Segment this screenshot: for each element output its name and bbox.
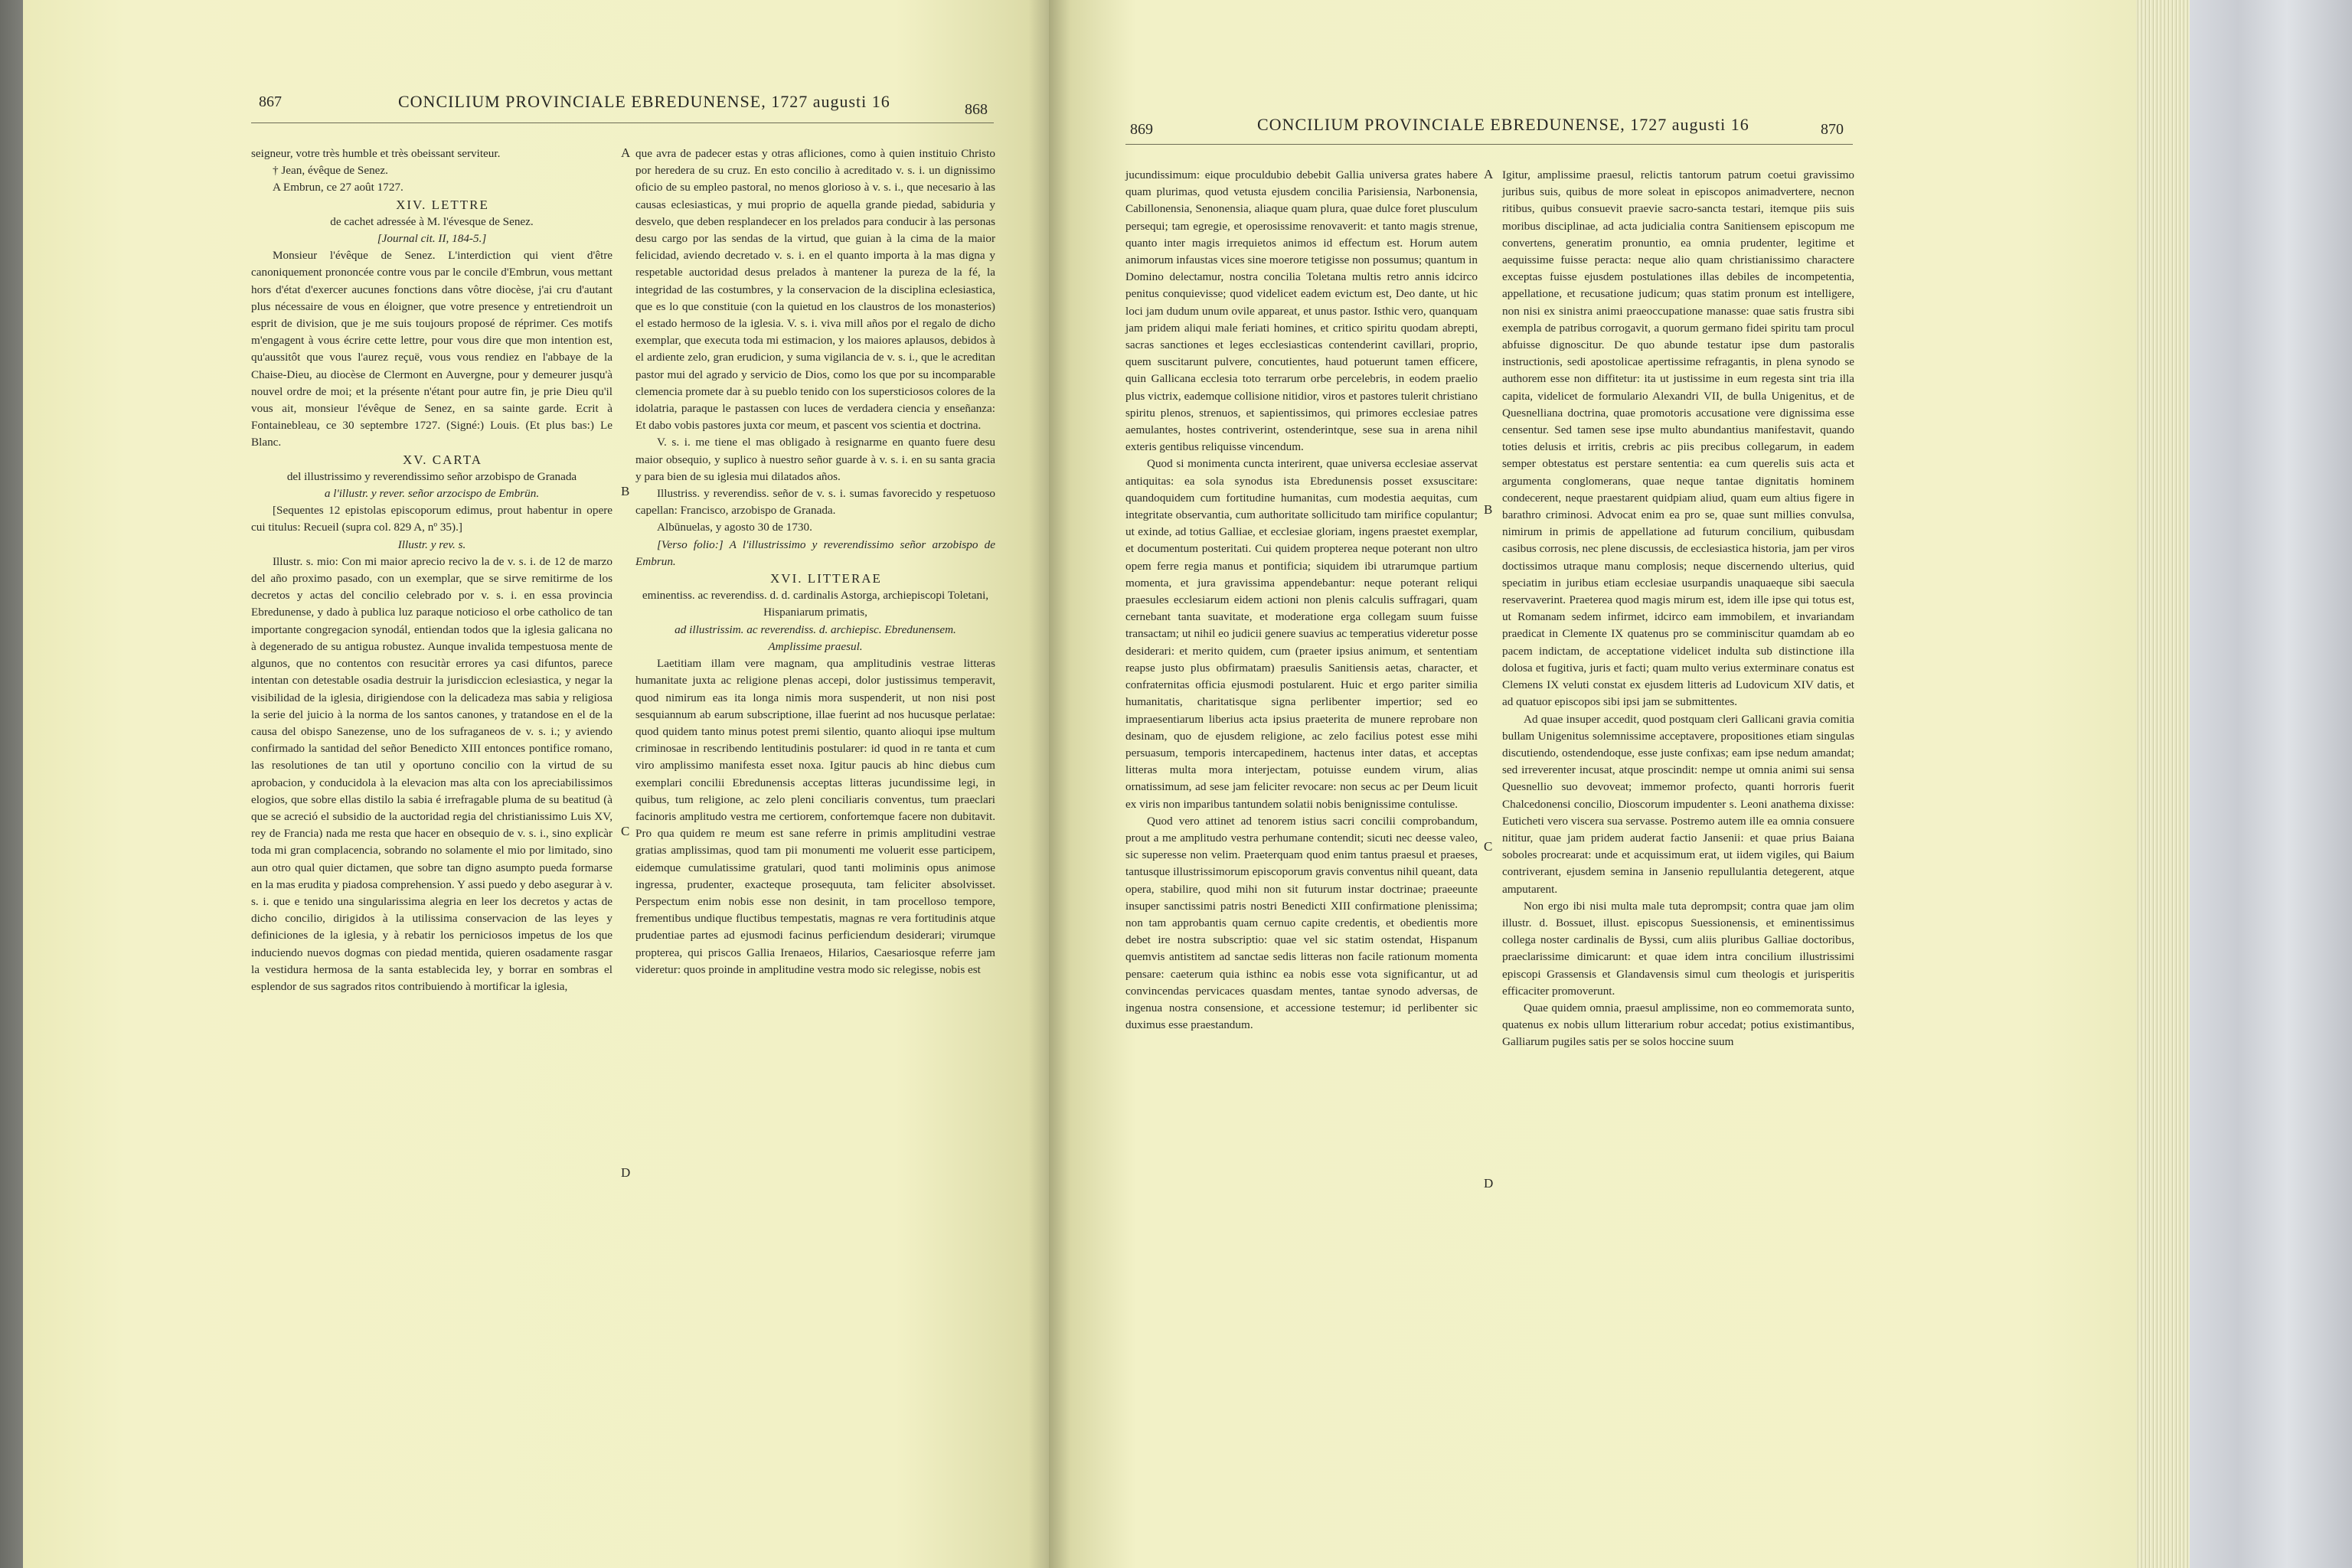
paragraph: a l'illustr. y rever. señor arzocispo de Embrün. (324, 487, 540, 501)
paragraph: que avra de padecer estas y otras afliciones, como à quien instituio Christo por heredera de su cruz. En esto concilio à acreditado v. s. i. un dignissimo oficio de su empleo pastoral, no menos glorioso à v. s. i., que necesario à las causas eclesiasticas, y mui proprio de aquella grande piedad, sabiduria y desvelo, que deben resplandecer en los prelados para conducir à las personas desu cargo por las sendas de la virtud, que guian à la cima de la maior felicidad, aviendo decretado v. s. i. en el quanto importa à la mas digna y respetable auctoridad desus prelados à mantener la pureza de la fé, la integridad de las costumbres, y la conservacion de la disciplina eclesiastica, que es lo que constituie (con la quietud en los claustros de los monasterios) el estado hermoso de la iglesia. V. s. i. viva mill años por el regalo de dicho exemplar, que executa toda mi estimacion, y los maiores aplausos, debidos à el ardiente zelo, gran erudicion, y suma vigilancia de v. s. i., que le acreditan pastor mui del agrado y servicio de Dios, como los que por su incomparable clemencia promete dar à su pueblo tenido con los supersticiosos colores de la idolatria, paraque le pastassen con luces de verdadera ciencia y enseñanza: Et dabo vobis pastores juxta cor meum, et pascent vos scientia et doctrina. (635, 147, 995, 433)
paragraph: V. s. i. me tiene el mas obligado à resignarme en quanto fuere desu maior obsequio, y suplico à nuestro señor guarde à v. s. i. en su santa gracia y para bien de su iglesia mui dilatados años. (635, 436, 995, 483)
margin-letter-c: C (621, 824, 630, 838)
paragraph: ad illustrissim. ac reverendiss. d. archiepisc. Ebredunensem. (675, 622, 956, 636)
running-head-right: CONCILIUM PROVINCIALE EBREDUNENSE, 1727 augusti 16 (1257, 115, 1749, 134)
paragraph: Non ergo ibi nisi multa male tuta deprompsit; contra quae jam olim illustr. d. Bossuet, illust. episcopus Suessionensis, et eminentissimus collega noster cardinalis de Byssi, cum aliis pluribus Galliae doctoribus, praeclarissime dimicarunt: et quae idem intra concilium illustrissimi episcopi Grassensis et Glandavensis simul cum theologis et jurisperitis efficaciter promoverunt. (1502, 899, 1854, 998)
margin-letter-c: C (1484, 839, 1493, 854)
paragraph: Illustr. s. mio: Con mi maior aprecio recivo la de v. s. i. de 12 de marzo del año proximo pasado, con un exemplar, que se sirve remitirme de los decretos y actas del concilio celebrado por v. s. i. en essa provincia Ebredunense, y dado à publica luz paraque noticioso el orbe catholico de tan importante congregacion synodál, entiendan todos que la iglesia galicana no à degenerado de su antigua robustez. Aunque invalida tempestuosa mente de algunos, que no contentos con resucitàr errores ya casi difuntos, parece intentan con detestable osadia destruir la jurisdiccion eclesiastica, y negar la visibilidad de la iglesia, dirigiendose con la delicadeza mas sabia y religiosa la serie del juicio à la norma de los santos canones, y tratandose en el de la causa del obispo Sanezense, uno de los sufraganeos de v. s. i.; y aviendo confirmado la santidad del señor Benedicto XIII entonces pontifice romano, las resolutiones de tan util y oportuno concilio con la virtud de su aprobacion, y conducidola à la elevacion mas alta con los apreciabilissimos elogios, que sobre ellas distilo la sabia é irrefragable pluma de su beatitud (à que se acreció el subsidio de la auctoridad regia del christianissimo Luis XV, rey de Francia) nada me resta que hacer en obsequio de v. s. i., sino explicàr toda mi gran complacencia, sobrando no solamente el mio por limitado, sino aun otro qual quier dictamen, que sobre tan digno asumpto pueda formarse en la mas erudita y piadosa comprehension. Y assi puedo y debo asegurar à v. s. i. que e tenido una singularissima alegria en leer los decretos y actas de dicho concilio, dirigidos à la utilissima conservacion de las leyes y definiciones de la iglesia, y à rebatir los perniciosos impetus de los que induciendo nuevos dogmas con piedad mentida, quieren osadamente rasgar la vestidura hermosa de la santa establecida ley, y borrar en sombras el esplendor de sus sagrados ritos contribuiendo à mortificar la iglesia, (251, 554, 612, 993)
left-page (23, 0, 1049, 1568)
paragraph: Quod vero attinet ad tenorem istius sacri concilii comprobandum, prout a me amplitudo vestra perhumane contendit; sicuti nec deesse valeo, sic superesse non velim. Praeterquam quod enim tantus praesul et praeses, tantusque illustrissimorum episcoporum gravis conventus nihil queant, data opera, stabilire, quod mihi non sit futurum instar doctrinae; praeeunte insuper sanctissimi patris nostri Benedicti XIII confirmatione plenissima; non tam approbantis quam cernuo capite credentis, et obedientis more debet ire nostra subscriptio: quae vel sic statim ostendat, Hispanum quemvis antistitem ad sanctae sedis litteras non facile rationum momenta pensare: caeterum quia isthinc ea nobis esse vota significantur, ut ad convincendas pervicaces quasdam mentes, tantae synodo adversas, de ingenua nostra consensione, et accessione testemur; id perlibenter sic duximus esse praestandum. (1125, 814, 1478, 1032)
section-heading: XIV. LETTRE (396, 197, 489, 212)
paragraph: Ad quae insuper accedit, quod postquam cleri Gallicani gravia comitia bullam Unigenitus solemnissime acceptavere, propositiones etiam singulas discutiendo, ostendendoque, esse juste confixas; eam ipse nedum amandat; sed irreverenter incusat, atque proscindit: nempe ut omnia animi sui sensa Quesnellio suo devoveat; immemor profecto, quanti horroris fuerit Chalcedonensi concilio, Dioscorum impudenter s. Leoni anathema dixisse: Euticheti vero viscera sua servasse. Postremo autem ille ea omnia consuere nititur, quae jam pridem auderat factio Jansenii: et quae prius Baiana soboles procrearat: unde et acquissimum erat, ut iidem vigiles, qui Baium contriverant, ejusdem semina in Jansenio repullulantia detegerent, atque amputarent. (1502, 712, 1854, 896)
margin-letter-a: A (1484, 167, 1494, 181)
left-page-column-2 (635, 145, 995, 978)
section-heading: XV. CARTA (402, 452, 483, 467)
paragraph: Quod si monimenta cuncta interirent, quae universa ecclesiae asservat antiquitas: ea sola synodus ista Ebredunensis posset exsuscitare: quandoquidem cum fortitudine humanitas, cum modestia aequitas, cum integritate observantia, cum authoritate sollicitudo tam mirifice copulantur; ut exinde, ad totius Galliae, et ecclesiae gloriam, ingens praestet exemplar, et documentum posteritati. Cui quidem propterea neque poterant non ultro opem ferre regia manus et pontificia; siquidem ibi utrarumque partium momenta, et jura gravissima appendebantur: neque poterant reliqui praesules ecclesiarum eidem actioni non plenis calculis suffragari, quam cernebant tanta suavitate, et moderatione erga collegam suum fuisse transactam; ut nihil eo judicii genere suavius ac temperatius videretur posse desiderari: et merito quidem, cum (praeter ipsius animum, et sententiam reapse justo plus obfirmatam) praesulis Sanitiensis aetas, character, et confraternitas officia ejusmodi postularent. Huic et ergo pariter similia humanitatis, charitatisque signa perlibenter impertior; sed eo impraesentiarum liberius acta ipsius praeterita de munere reprobare non desinam, quo de ejusdem religione, ac zelo facilius potest esse mihi persuasum, temporis intercapedinem, hactenus inter datas, et acceptas litteras multa mora interjectam, potuisse eundem virum, alias ornatissimum, ad sese jam feliciter revocare: non secus ac per Deum licuit ex viris non imparibus tantundem solatii nobis benignissime contulisse. (1125, 457, 1478, 811)
scanner-bed (2190, 0, 2352, 1568)
paragraph: Igitur, amplissime praesul, relictis tantorum patrum coetui gravissimo juribus suis, quibus de more soleat in episcopos animadvertere, necnon ritibus, quibus consuevit praevie sacro-sancta testari, itemque piis suis moribus disciplinae, ad acta judicialia contra Sanitiensem episcopum me convertens, generatim pronuntio, ea omnia prudenter, legitime et aequissime fuisse peracta: neque alio quam christianissimo charactere exceptas fuisse ejusdem postulationes illas debiles de incompetentia, appellatione, et recusatione judicum; quas statim pronum est intelligere, non nisi ex sinistra animi praeoccupatione manasse: quae satis frustra sibi exempla de patribus corrogavit, a quorum germano fidei spiritu tam procul abfuisse dignoscitur. De quo abunde testatur ipse dum pastoralis instructionis, sedi apostolicae apertissime refragantis, in plena synodo se authorem esse non diffitetur: ita ut justissime in eum regesta sint tria illa capita, videlicet de formulario Alexandri VII, de bulla Unigenitus, et de Quesnelliana doctrina, quae promotoris accusatione vere dignissima esse censentur. Sed tamen sese ipse multo abundantius manifestavit, quando toties delusis et irritis, crebris ac piis precibus collegarum, in eadem semper obtestatus est perstare sententia: ea cum querelis suis acta et argumenta conglomerans, quae neque tantae dignitatis hominem condecerent, neque praestarent quidpiam aliud, quam eum altius figere in barathro criminosi. Advocat enim ea pro se, quae sunt millies convulsa, nimirum in primis de appellatione ad futurum concilium, quibusdam casibus corrosis, nec plene discussis, de ecclesiastica historia, jam per viros doctissimos utraque manu complosis; neque discernendo ulterius, quid speciatim in juribus etiam ecclesiae usurpandis unaquaeque sibi saecula reservaverint. Praeterea quod magis mirum est, idem ille ipse qui totus est, ut Romanam sedem infirmet, idcirco eam immobilem, et invariandam praedicat in Clemente IX quatenus pro se comminiscitur quamdam ab eo pacem indictam, de acceptatione videlicet indulta sub distinctione illa dolosa et fugitiva, juris et facti; quam multo verius exterminare conatus est Clemens IX veluti constat ex ejusdem litteris ad Ludovicum XIV datis, et ad quatuor episcopos sibi ipsi jam se submittentes. (1502, 168, 1854, 709)
page-number-869: 869 (1130, 121, 1153, 138)
page-number-868: 868 (965, 101, 988, 118)
header-rule (1125, 144, 1853, 145)
paragraph: Laetitiam illam vere magnam, qua amplitudinis vestrae litteras humanitate juxta ac religione plenas accepi, dolor justissimus temperavit, quod nimirum eas ita longa nimis mora suspenderit, ut non nisi post sesquiannum ab earum subscriptione, illae fuerint ad nos hucusque perlatae: quod quidem tanto minus potest premi silentio, quanto alioqui ipse multum criminosae in rescribendo lentitudinis postularer: id quod in re tanta et cum viro amplissimo manifesta esset noxa. Igitur paucis ab hinc diebus cum exemplari concilii Ebredunensis acceptas litteras jucundissime legi, in quibus, tum religione, ac zelo pleni conciliaris conventus, tum praeclari facinoris amplitudo vestra me certiorem, confortemque facere non dubitavit. Pro qua quidem re meum est sane referre in primis amplitudini vestrae gratias amplissimas, quod tam pii monumenti me voluerit esse participem, eidemque cumulatissime gratulari, quod tanti moliminis opus animose ingressa, prudenter, exacteque prosequuta, tam feliciter absolvisset. Perspectum enim nobis esse non desinit, in tam procelloso tempore, frementibus undique fluctibus tempestatis, magnas re vera fortitudinis atque prudentiae partes ad ejusmodi facinus perficiendum desiderari; virumque propterea, qui priscos Gallia Irenaeos, Hilarios, Caesariosque referre jam videretur: quos proinde in amplitudine vestra modo sic relegisse, nobis est (635, 657, 995, 976)
margin-letter-d: D (1484, 1176, 1494, 1191)
margin-letter-b: B (1484, 502, 1493, 517)
right-page-column-1 (1125, 167, 1478, 1034)
paragraph: † Jean, évêque de Senez. (273, 164, 388, 178)
paragraph: A Embrun, ce 27 août 1727. (273, 181, 403, 194)
margin-letter-b: B (621, 484, 630, 498)
paragraph: [Journal cit. II, 184-5.] (377, 232, 487, 246)
header-rule (251, 122, 994, 123)
paragraph: de cachet adressée à M. l'évesque de Senez. (330, 214, 534, 228)
section-heading: XVI. LITTERAE (770, 571, 882, 586)
paragraph: [Verso folio:] A l'illustrissimo y reverendissimo señor arzobispo de Embrun. (635, 537, 995, 568)
paragraph: Amplissime praesul. (768, 639, 863, 653)
paragraph: del illustrissimo y reverendissimo señor arzobispo de Granada (286, 469, 577, 483)
right-page (1049, 0, 2136, 1568)
right-page-column-2 (1502, 167, 1854, 1051)
page-number-867: 867 (259, 93, 282, 110)
page-number-870: 870 (1821, 121, 1844, 138)
paragraph: seigneur, votre très humble et très obeissant serviteur. (251, 147, 501, 160)
paragraph: Monsieur l'évêque de Senez. L'interdiction qui vient d'être canoniquement prononcée contre vous par le concile d'Embrun, vous mettant hors d'état d'exercer aucunes fonctions dans vôtre diocèse, j'ai cru d'autant plus nécessaire de vous en éloigner, que votre presence y entretiendroit un esprit de division, que je me suis toujours proposé de réprimer. Ces motifs m'engagent à vous écrire cette lettre, pour vous dire que mon intention est, qu'aussitôt que vous l'aurez reçuë, vous vous rendiez en l'abbaye de la Chaise-Dieu, au diocèse de Clermont en Auvergne, pour y demeurer jusqu'à nouvel ordre de moi; et la présente n'étant pour autre fin, je prie Dieu qu'il vous ait, monsieur l'évêque de Senez, en sa sainte garde. Ecrit à Fontainebleau, ce 30 septembre 1727. (Signé:) Louis. (Et plus bas:) Le Blanc. (251, 249, 612, 449)
margin-letter-d: D (621, 1165, 631, 1180)
paragraph: jucundissimum: eique proculdubio debebit Gallia universa grates habere quam plurimas, quod vetusta ejusdem concilia Parisiensia, Narbonensia, Cabillonensia, Senonensia, aliaque quam plura, quae dulce foret plusculum persequi; tam egregie, et operosissime renovaverit: et tanto magis strenue, quanto inter magis irrequietos animos id effectum est. Horum autem animorum infaustas vices sine moerore tetigisse non possumus; quantum in Domino delectamur, nostra concilia Toletana multis retro annis idcirco penitus conquievisse; quod videlicet eadem evictum est, Deo dante, ut hic loci jam dudum unum ovile appareat, et unus pastor. Isthic vero, quanquam jam pridem aliqui male feriati homines, et critico spiritu quodam abrepti, sacras sanctiones et leges ecclesiasticas contenderint cavillari, proprio, quem suscitarunt pulvere, concutientes, haud potuerunt tamen efficere, quin Gallicana ecclesia toto terrarum orbe percelebris, in eodem praelio plus victrix, eademque collisione nitidior, viros et pastores tulerit christiano spiritu plenos, strenuos, et sapientissimos, qui primores ecclesiae patres aemulantes, hostes contriverint, ostenderintque, sese sua in arena nihil exteris gentibus reliquisse vincendum. (1125, 168, 1478, 454)
paragraph: eminentiss. ac reverendiss. d. d. cardinalis Astorga, archiepiscopi Toletani, Hispaniarum primatis, (642, 589, 989, 619)
paragraph: Illustriss. y reverendiss. señor de v. s. i. sumas favorecido y respetuoso capellan: Francisco, arzobispo de Granada. (635, 487, 995, 518)
paragraph: Albūnuelas, y agosto 30 de 1730. (657, 521, 812, 534)
margin-letter-a: A (621, 145, 631, 160)
paragraph: [Sequentes 12 epistolas episcoporum edimus, prout habentur in opere cui titulus: Recueil (supra col. 829 A, nº 35).] (251, 504, 612, 534)
paragraph: Illustr. y rev. s. (397, 537, 466, 551)
page-edges (2136, 0, 2190, 1568)
running-head-left: CONCILIUM PROVINCIALE EBREDUNENSE, 1727 augusti 16 (398, 92, 890, 111)
left-page-column-1 (251, 145, 612, 995)
paragraph: Quae quidem omnia, praesul amplissime, non eo commemorata sunto, quatenus ex nobis ullum litterarium robur accedat; potius existimantibus, Galliarum pugiles satis per se solos hoccine suum (1502, 1001, 1854, 1049)
